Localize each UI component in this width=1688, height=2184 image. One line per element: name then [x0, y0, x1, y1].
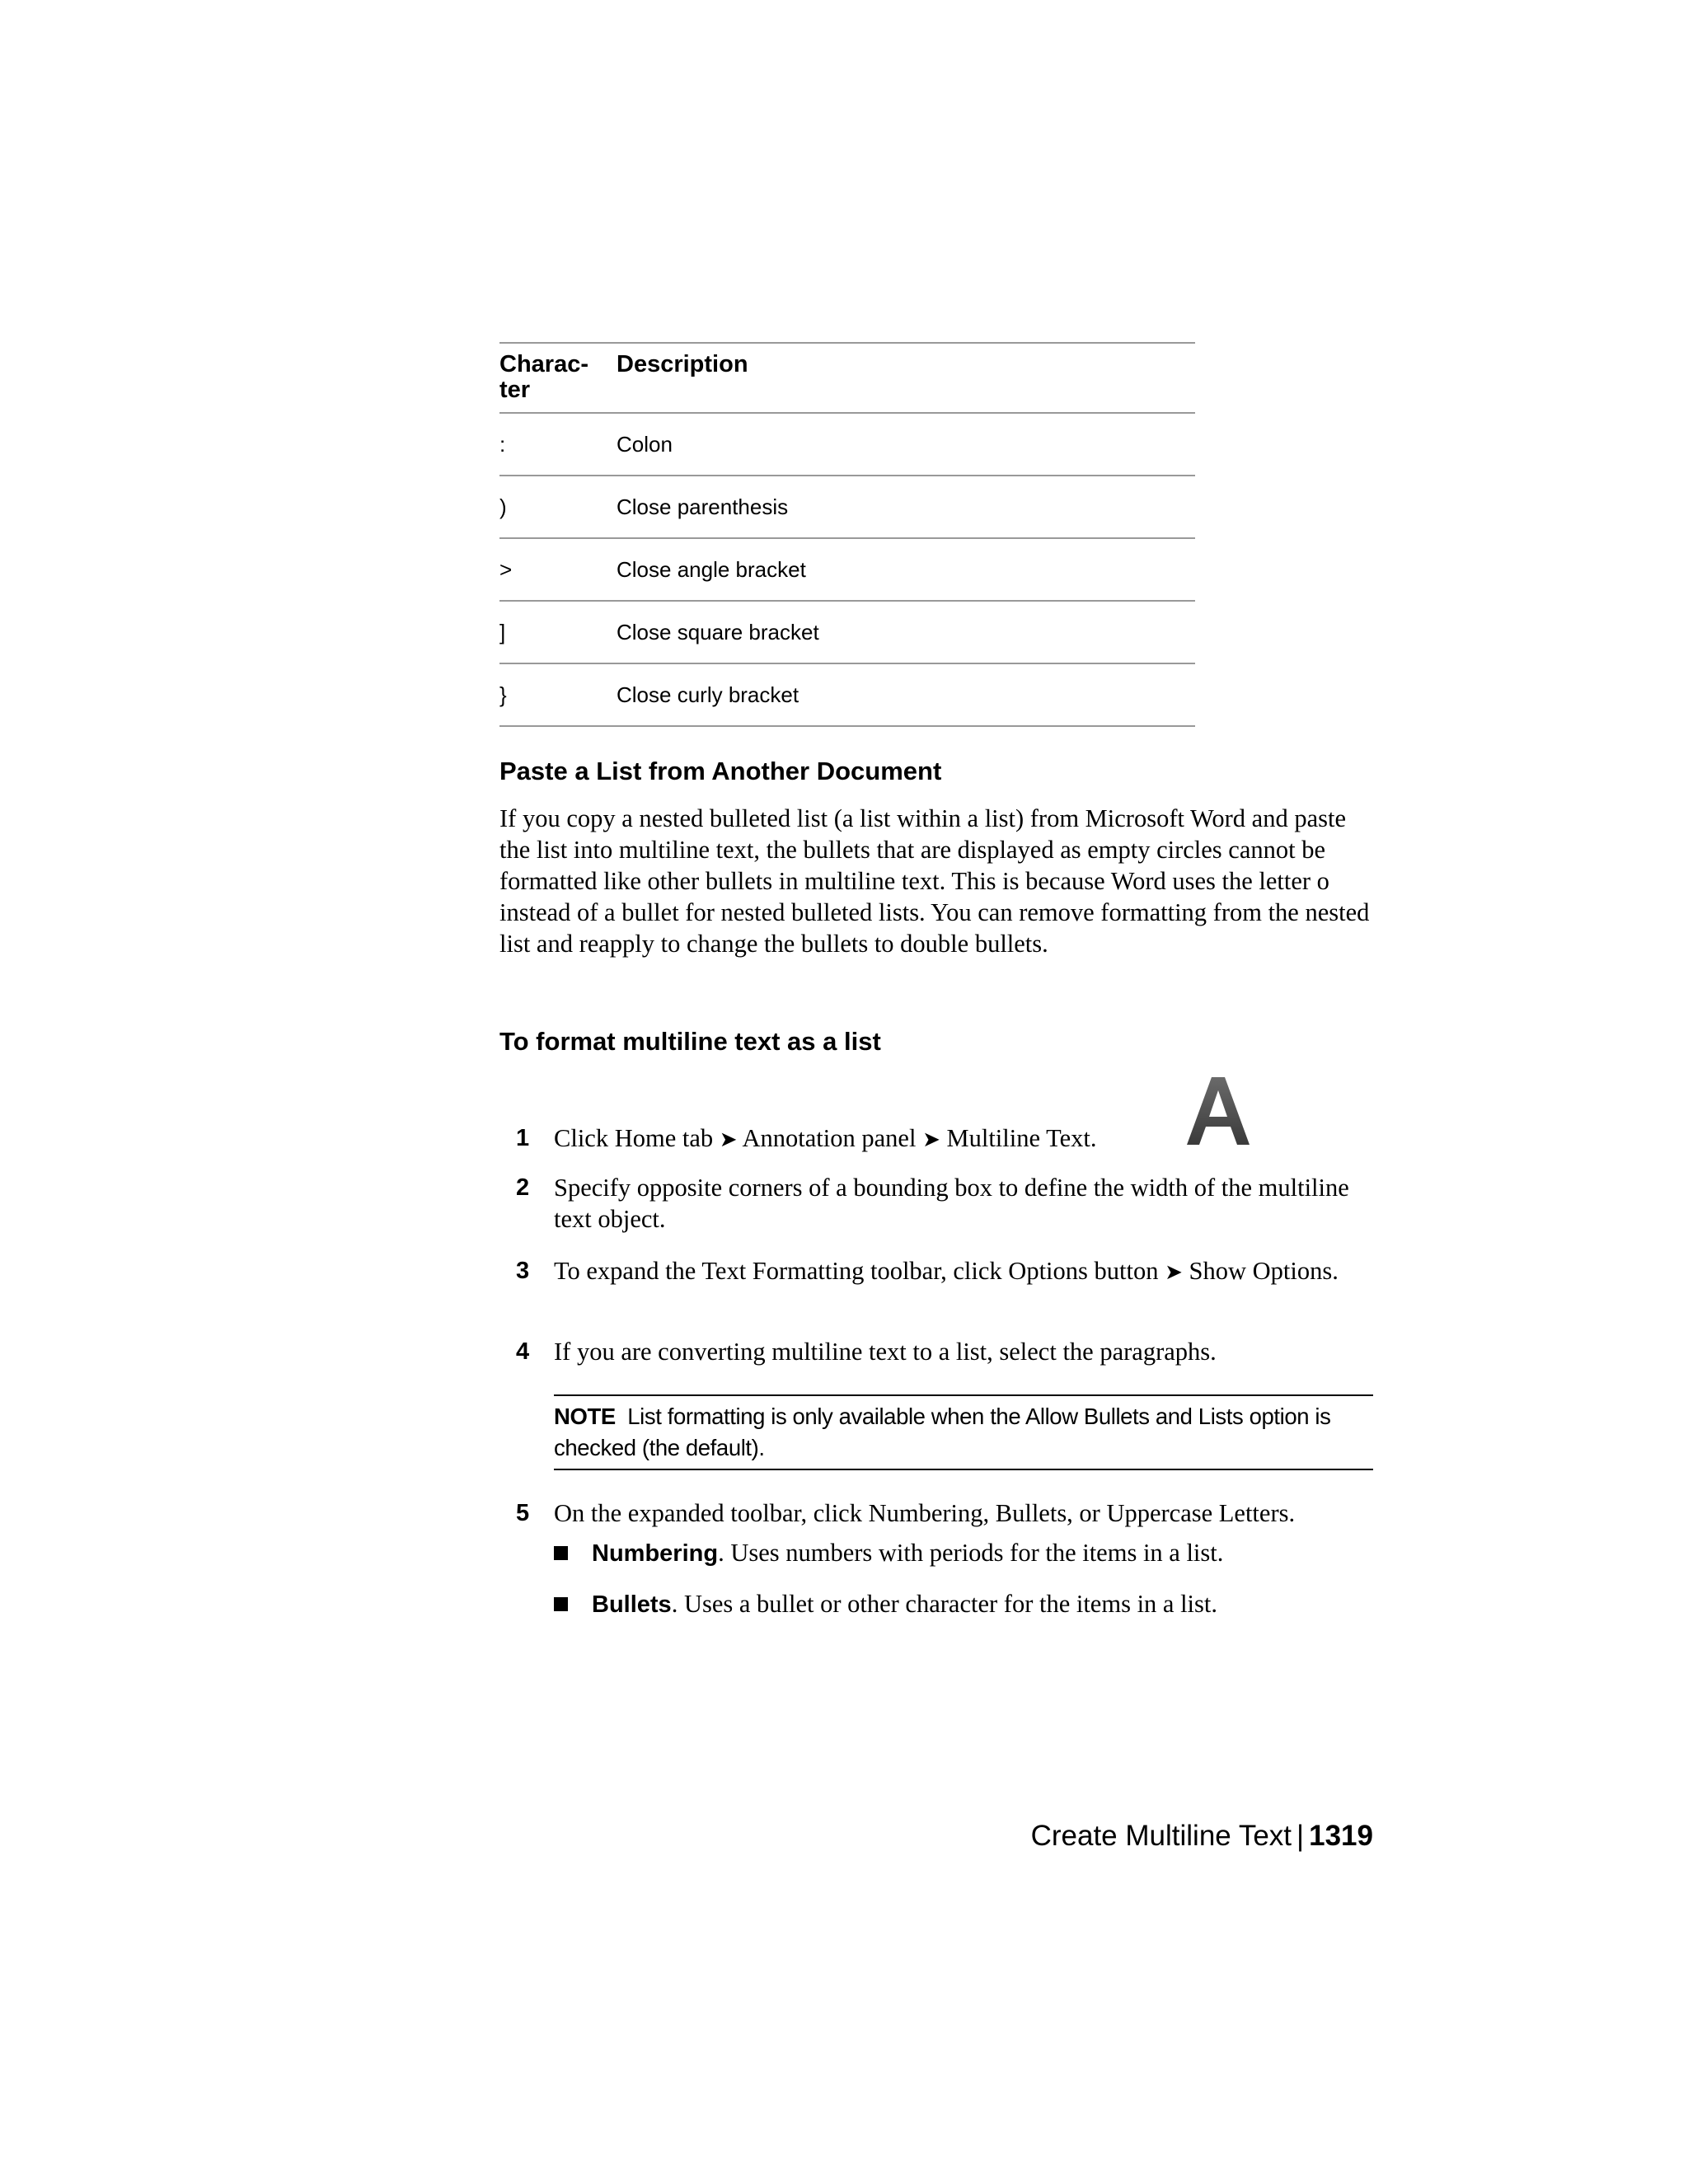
list-item-term: Numbering — [592, 1540, 719, 1567]
step-number: 5 — [516, 1500, 530, 1526]
square-bullet-icon — [554, 1597, 568, 1611]
table-row — [499, 476, 1195, 538]
page-number: 1319 — [1309, 1820, 1373, 1852]
character-table — [499, 342, 1195, 727]
table-cell-description: Close angle bracket — [617, 557, 806, 582]
step-1-part-home-tab: Click Home tab — [554, 1124, 714, 1152]
list-item-term: Bullets — [592, 1591, 672, 1618]
table-cell-description: Close square bracket — [617, 620, 819, 644]
step-3-part-show-options: Show Options. — [1189, 1257, 1339, 1285]
table-header-row — [499, 343, 1195, 413]
table-cell-description: Close parenthesis — [617, 494, 789, 519]
step-3-part-options-button: To expand the Text Formatting toolbar, click Options button — [554, 1257, 1159, 1285]
section-body-paste-list: If you copy a nested bulleted list (a list within a list) from Microsoft Word and paste the list into multiline text, the bullets that are displayed as empty circles cannot be formatted like other bullets in multiline text. This is because Word uses the letter o instead of a bullet for nested bulleted lists. You can remove formatting from the nested list and reapply to change the bullets to double bullets. — [499, 804, 1370, 958]
table-cell-character: ) — [499, 494, 507, 519]
step-text: Specify opposite corners of a bounding box to define the width of the multiline text object. — [554, 1174, 1349, 1233]
step-number: 2 — [516, 1174, 530, 1201]
table-cell-description: Colon — [617, 432, 673, 457]
table-row — [499, 538, 1195, 601]
list-item-text — [592, 1588, 1373, 1620]
table-row — [499, 413, 1195, 476]
arrow-right-icon: ➤ — [922, 1127, 940, 1152]
step-number: 4 — [516, 1338, 530, 1365]
note-text: List formatting is only available when the Allow Bullets and Lists option is checked (the default). — [554, 1404, 1331, 1460]
list-item-text — [592, 1537, 1373, 1569]
table-cell-character: ] — [499, 620, 506, 644]
step-1-part-annotation-panel: Annotation panel — [742, 1124, 917, 1152]
step-number: 1 — [516, 1125, 530, 1151]
footer-separator: | — [1296, 1820, 1305, 1852]
column-header-description: Description — [617, 351, 748, 377]
arrow-right-icon: ➤ — [719, 1127, 738, 1152]
step-number: 3 — [516, 1258, 530, 1284]
arrow-right-icon: ➤ — [1165, 1260, 1183, 1285]
list-item-description: . Uses numbers with periods for the items in a list. — [718, 1539, 1224, 1567]
step-1-part-multiline-text: Multiline Text. — [946, 1124, 1097, 1152]
column-header-character — [499, 343, 617, 413]
step-text — [554, 1255, 1373, 1288]
square-bullet-icon — [554, 1546, 568, 1560]
note-label: NOTE — [554, 1404, 616, 1429]
step-text: If you are converting multiline text to a list, select the paragraphs. — [554, 1338, 1217, 1366]
multiline-text-icon — [1187, 1076, 1250, 1146]
step-text — [554, 1122, 1373, 1155]
page-footer — [1031, 1820, 1373, 1853]
table-cell-character: } — [499, 682, 507, 707]
section-heading-format-list: To format multiline text as a list — [499, 1027, 881, 1056]
note-box — [554, 1394, 1373, 1470]
section-heading-paste-list: Paste a List from Another Document — [499, 757, 942, 785]
table-cell-description: Close curly bracket — [617, 682, 799, 707]
table-row — [499, 663, 1195, 726]
table-cell-character: : — [499, 432, 506, 457]
footer-title: Create Multiline Text — [1030, 1820, 1292, 1852]
step-text: On the expanded toolbar, click Numbering, Bullets, or Uppercase Letters. — [554, 1499, 1296, 1527]
list-item-description: . Uses a bullet or other character for the items in a list. — [671, 1590, 1217, 1618]
column-header-character-line2: ter — [499, 377, 531, 403]
table-cell-character: > — [499, 557, 513, 582]
column-header-character-line1: Charac- — [499, 351, 588, 377]
table-row — [499, 601, 1195, 663]
